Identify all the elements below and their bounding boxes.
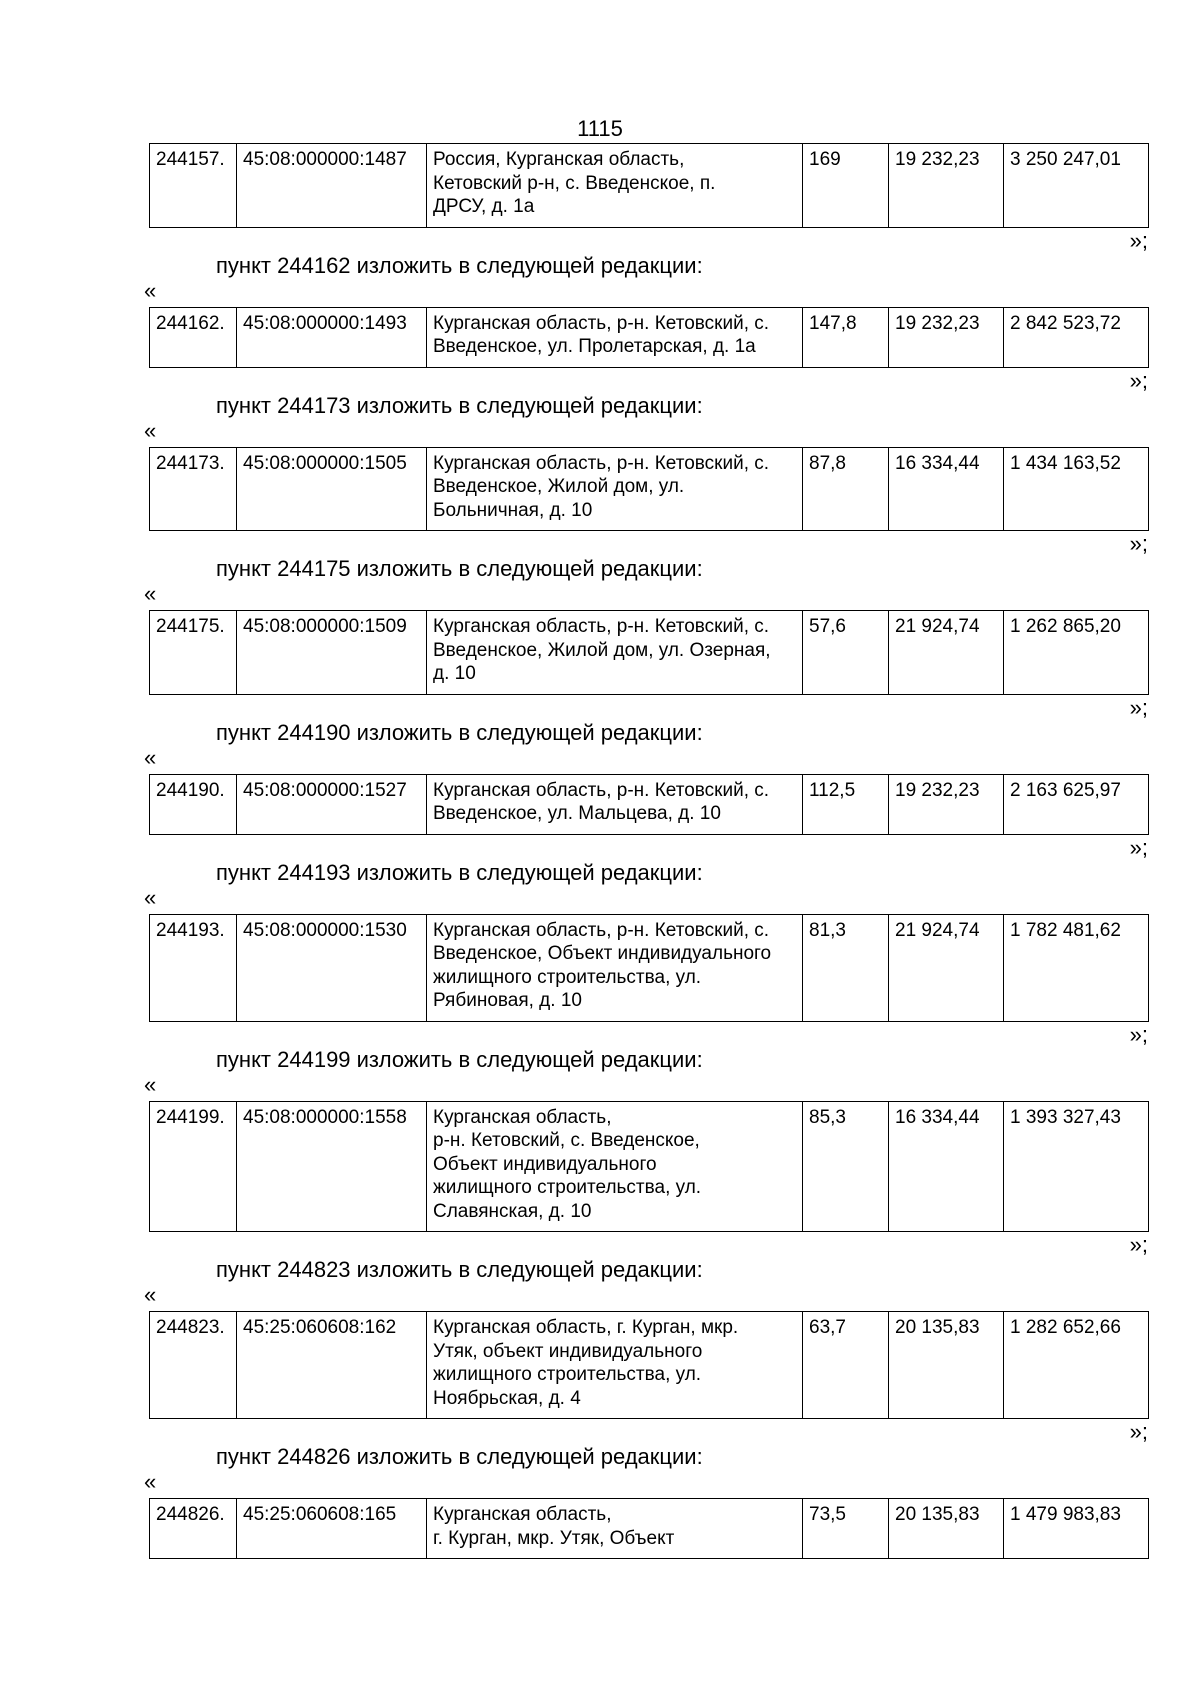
cadastral-number: 45:08:000000:1505 [237, 447, 427, 531]
address: Курганская область, р-н. Кетовский, с. Введенское, Объект индивидуального жилищного строительства, ул. Славянская, д. 10 [427, 1101, 803, 1232]
record-table [149, 774, 1149, 835]
amendment-instruction: пункт 244199 изложить в следующей редакции: [216, 1046, 703, 1072]
address: Россия, Курганская область, Кетовский р-н, с. Введенское, п. ДРСУ, д. 1а [427, 144, 803, 228]
cadastral-number: 45:08:000000:1509 [237, 611, 427, 695]
table-row [150, 307, 1149, 367]
cadastral-rate: 21 924,74 [889, 611, 1004, 695]
closing-quote: »; [1129, 834, 1148, 860]
area: 73,5 [803, 1499, 889, 1559]
record-table [149, 1101, 1149, 1233]
area: 63,7 [803, 1312, 889, 1419]
area: 147,8 [803, 307, 889, 367]
table-row [150, 144, 1149, 228]
amendment-instruction: пункт 244175 изложить в следующей редакции: [216, 556, 703, 581]
area: 57,6 [803, 611, 889, 695]
area: 112,5 [803, 774, 889, 834]
opening-quote: « [144, 744, 157, 770]
document-body [144, 143, 1148, 1559]
table-row [150, 1499, 1149, 1559]
cadastral-number: 45:08:000000:1493 [237, 307, 427, 367]
item-number: 244193. [150, 914, 237, 1021]
table-row [150, 1312, 1149, 1419]
cadastral-rate: 19 232,23 [889, 774, 1004, 834]
cadastral-rate: 16 334,44 [889, 1101, 1004, 1232]
address: Курганская область, г. Курган, мкр. Утяк, объект индивидуального жилищного строительства, ул. Ноябрьская, д. 4 [427, 1312, 803, 1419]
record-table [149, 1311, 1149, 1419]
cadastral-cost: 1 782 481,62 [1004, 914, 1149, 1021]
opening-quote: « [144, 1469, 157, 1494]
closing-quote: »; [1129, 367, 1148, 393]
area: 169 [803, 144, 889, 228]
closing-quote: »; [1129, 1419, 1148, 1444]
address: Курганская область, р-н. Кетовский, с. Введенское, Жилой дом, ул. Озерная, д. 10 [427, 611, 803, 695]
cadastral-cost: 1 282 652,66 [1004, 1312, 1149, 1419]
cadastral-rate: 20 135,83 [889, 1312, 1004, 1419]
item-number: 244826. [150, 1499, 237, 1559]
cadastral-cost: 2 842 523,72 [1004, 307, 1149, 367]
cadastral-number: 45:25:060608:162 [237, 1312, 427, 1419]
table-row [150, 774, 1149, 834]
table-row [150, 914, 1149, 1021]
amendment-instruction: пункт 244173 изложить в следующей редакции: [216, 392, 703, 418]
record-table [149, 1498, 1149, 1559]
amendment-instruction: пункт 244826 изложить в следующей редакции: [216, 1444, 703, 1469]
opening-quote: « [144, 417, 157, 443]
record-table [149, 447, 1149, 532]
record-table [149, 610, 1149, 695]
opening-quote: « [144, 884, 157, 910]
table-row [150, 1101, 1149, 1232]
area: 87,8 [803, 447, 889, 531]
cadastral-number: 45:25:060608:165 [237, 1499, 427, 1559]
cadastral-number: 45:08:000000:1487 [237, 144, 427, 228]
address: Курганская область, р-н. Кетовский, с. Введенское, ул. Мальцева, д. 10 [427, 774, 803, 834]
opening-quote: « [144, 1071, 157, 1097]
cadastral-cost: 1 434 163,52 [1004, 447, 1149, 531]
item-number: 244157. [150, 144, 237, 228]
cadastral-rate: 19 232,23 [889, 307, 1004, 367]
table-row [150, 447, 1149, 531]
record-table [149, 914, 1149, 1022]
cadastral-cost: 1 262 865,20 [1004, 611, 1149, 695]
cadastral-cost: 1 393 327,43 [1004, 1101, 1149, 1232]
area: 85,3 [803, 1101, 889, 1232]
table-row [150, 611, 1149, 695]
closing-quote: »; [1129, 1021, 1148, 1047]
closing-quote: »; [1129, 694, 1148, 720]
amendment-instruction: пункт 244190 изложить в следующей редакции: [216, 719, 703, 745]
item-number: 244162. [150, 307, 237, 367]
amendment-instruction: пункт 244162 изложить в следующей редакции: [216, 252, 703, 278]
record-table [149, 143, 1149, 228]
cadastral-cost: 3 250 247,01 [1004, 144, 1149, 228]
cadastral-cost: 1 479 983,83 [1004, 1499, 1149, 1559]
cadastral-number: 45:08:000000:1558 [237, 1101, 427, 1232]
amendment-instruction: пункт 244193 изложить в следующей редакции: [216, 859, 703, 885]
opening-quote: « [144, 1282, 157, 1307]
item-number: 244190. [150, 774, 237, 834]
item-number: 244175. [150, 611, 237, 695]
cadastral-cost: 2 163 625,97 [1004, 774, 1149, 834]
cadastral-rate: 21 924,74 [889, 914, 1004, 1021]
item-number: 244173. [150, 447, 237, 531]
opening-quote: « [144, 277, 157, 303]
address: Курганская область, р-н. Кетовский, с. Введенское, Жилой дом, ул. Больничная, д. 10 [427, 447, 803, 531]
cadastral-rate: 16 334,44 [889, 447, 1004, 531]
closing-quote: »; [1129, 1232, 1148, 1257]
address: Курганская область, г. Курган, мкр. Утяк, Объект [427, 1499, 803, 1559]
cadastral-rate: 19 232,23 [889, 144, 1004, 228]
item-number: 244199. [150, 1101, 237, 1232]
closing-quote: »; [1129, 227, 1148, 253]
address: Курганская область, р-н. Кетовский, с. Введенское, Объект индивидуального жилищного строительства, ул. Рябиновая, д. 10 [427, 914, 803, 1021]
cadastral-number: 45:08:000000:1527 [237, 774, 427, 834]
opening-quote: « [144, 581, 157, 606]
cadastral-rate: 20 135,83 [889, 1499, 1004, 1559]
address: Курганская область, р-н. Кетовский, с. Введенское, ул. Пролетарская, д. 1а [427, 307, 803, 367]
page-number: 1115 [577, 116, 623, 141]
area: 81,3 [803, 914, 889, 1021]
record-table [149, 307, 1149, 368]
cadastral-number: 45:08:000000:1530 [237, 914, 427, 1021]
item-number: 244823. [150, 1312, 237, 1419]
closing-quote: »; [1129, 531, 1148, 556]
amendment-instruction: пункт 244823 изложить в следующей редакции: [216, 1257, 703, 1282]
